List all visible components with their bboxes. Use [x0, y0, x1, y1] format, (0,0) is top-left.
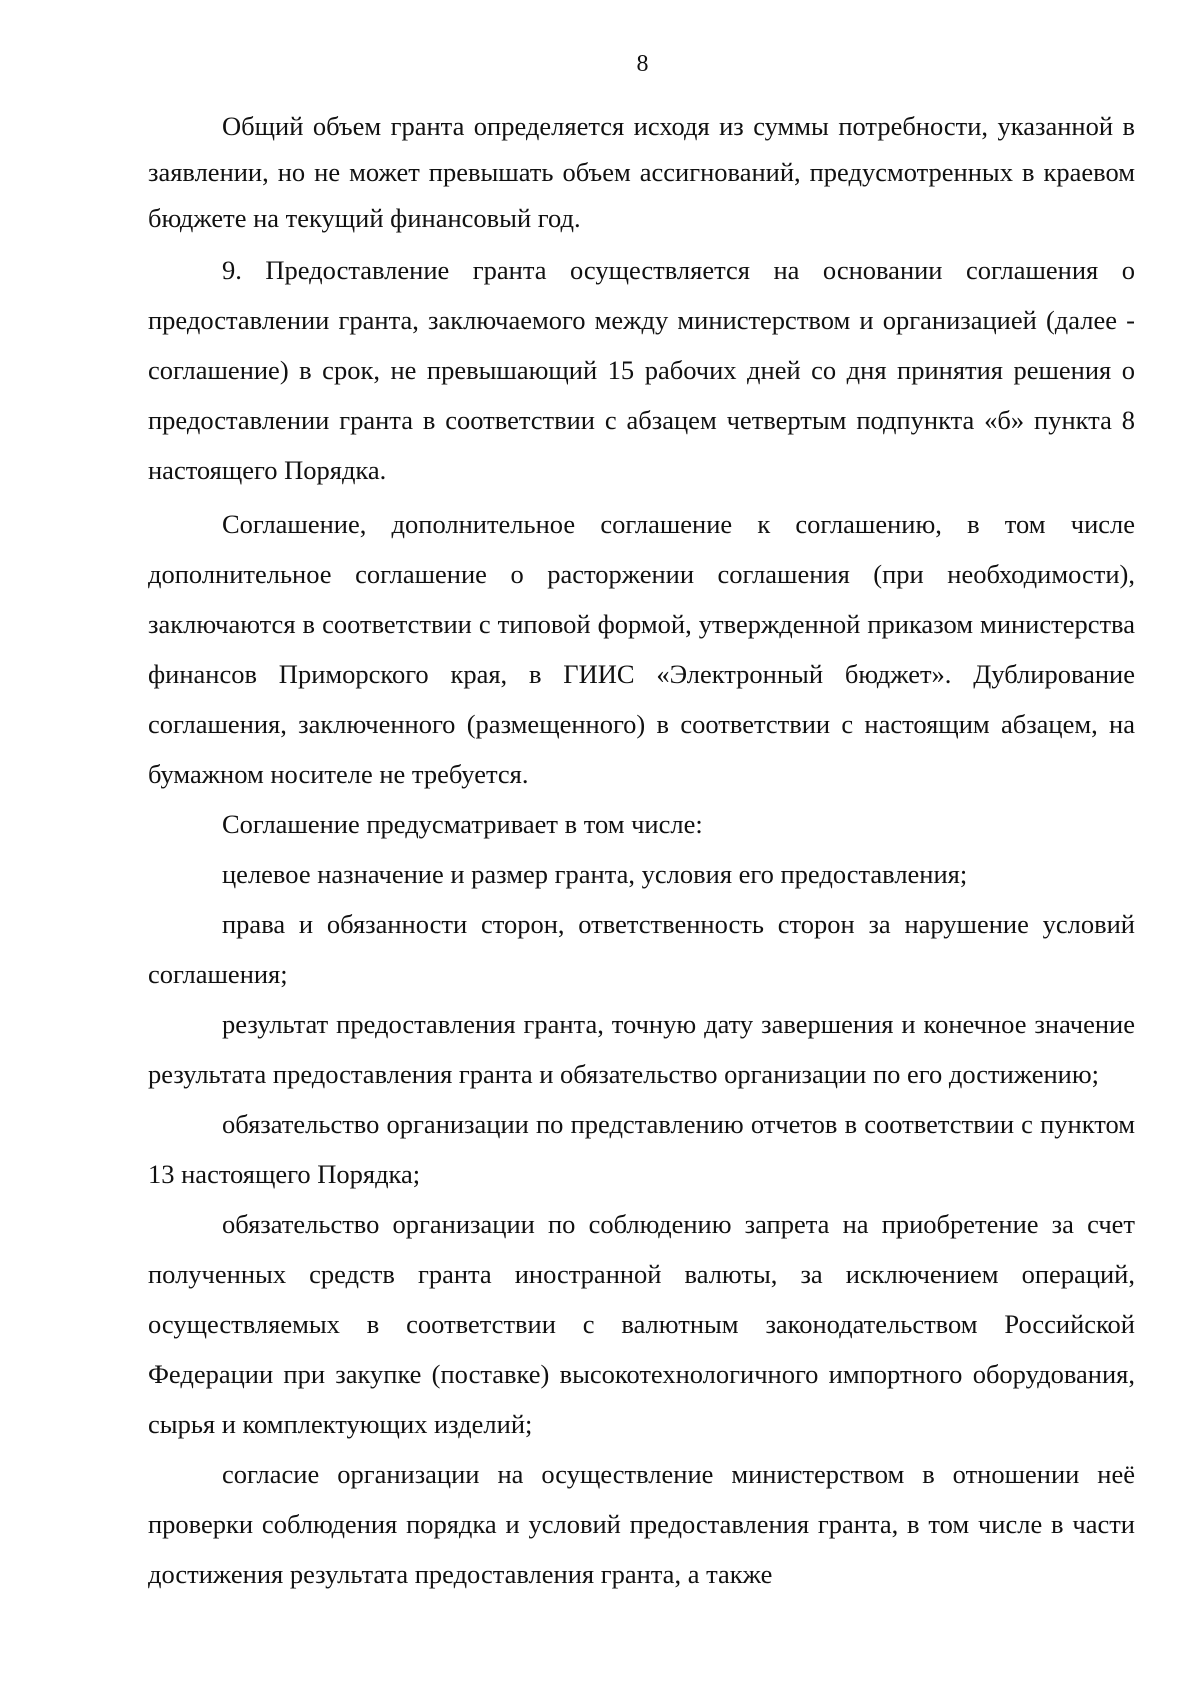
list-item-purpose: целевое назначение и размер гранта, условия его предоставления; [222, 859, 968, 889]
list-item-reports: обязательство организации по представлению отчетов в соответствии с пунктом 13 настоящего Порядка; [148, 1109, 1135, 1189]
list-item-inspection-consent: согласие организации на осуществление министерством в отношении неё проверки соблюдения порядка и условий предоставления гранта, в том числе в части достижения результата предоставления гранта, а также [148, 1459, 1135, 1589]
paragraph-section-9: 9. Предоставление гранта осуществляется на основании соглашения о предоставлении гранта, заключаемого между министерством и организацией (далее - соглашение) в срок, не превышающий 15 рабочих дней со дня принятия решения о предоставлении гранта в соответствии с абзацем четвертым подпункта «б» пункта 8 настоящего Порядка. [148, 255, 1135, 485]
document-body [148, 103, 1135, 1599]
paragraph-agreement-provides: Соглашение предусматривает в том числе: [222, 809, 703, 839]
paragraph-grant-volume: Общий объем гранта определяется исходя из суммы потребности, указанной в заявлении, но не может превышать объем ассигнований, предусмотренных в краевом бюджете на текущий финансовый год. [148, 111, 1135, 233]
page-number: 8 [636, 51, 649, 77]
list-item-result: результат предоставления гранта, точную дату завершения и конечное значение результата предоставления гранта и обязательство организации по его достижению; [148, 1009, 1135, 1089]
list-item-rights: права и обязанности сторон, ответственность сторон за нарушение условий соглашения; [148, 909, 1135, 989]
paragraph-agreement-form: Соглашение, дополнительное соглашение к соглашению, в том числе дополнительное соглашение о расторжении соглашения (при необходимости), заключаются в соответствии с типовой формой, утвержденной приказом министерства финансов Приморского края, в ГИИС «Электронный бюджет». Дублирование соглашения, заключенного (размещенного) в соответствии с настоящим абзацем, на бумажном носителе не требуется. [148, 509, 1135, 789]
list-item-currency-ban: обязательство организации по соблюдению запрета на приобретение за счет полученных средств гранта иностранной валюты, за исключением операций, осуществляемых в соответствии с валютным законодательством Российской Федерации при закупке (поставке) высокотехнологичного импортного оборудования, сырья и комплектующих изделий; [148, 1209, 1135, 1439]
